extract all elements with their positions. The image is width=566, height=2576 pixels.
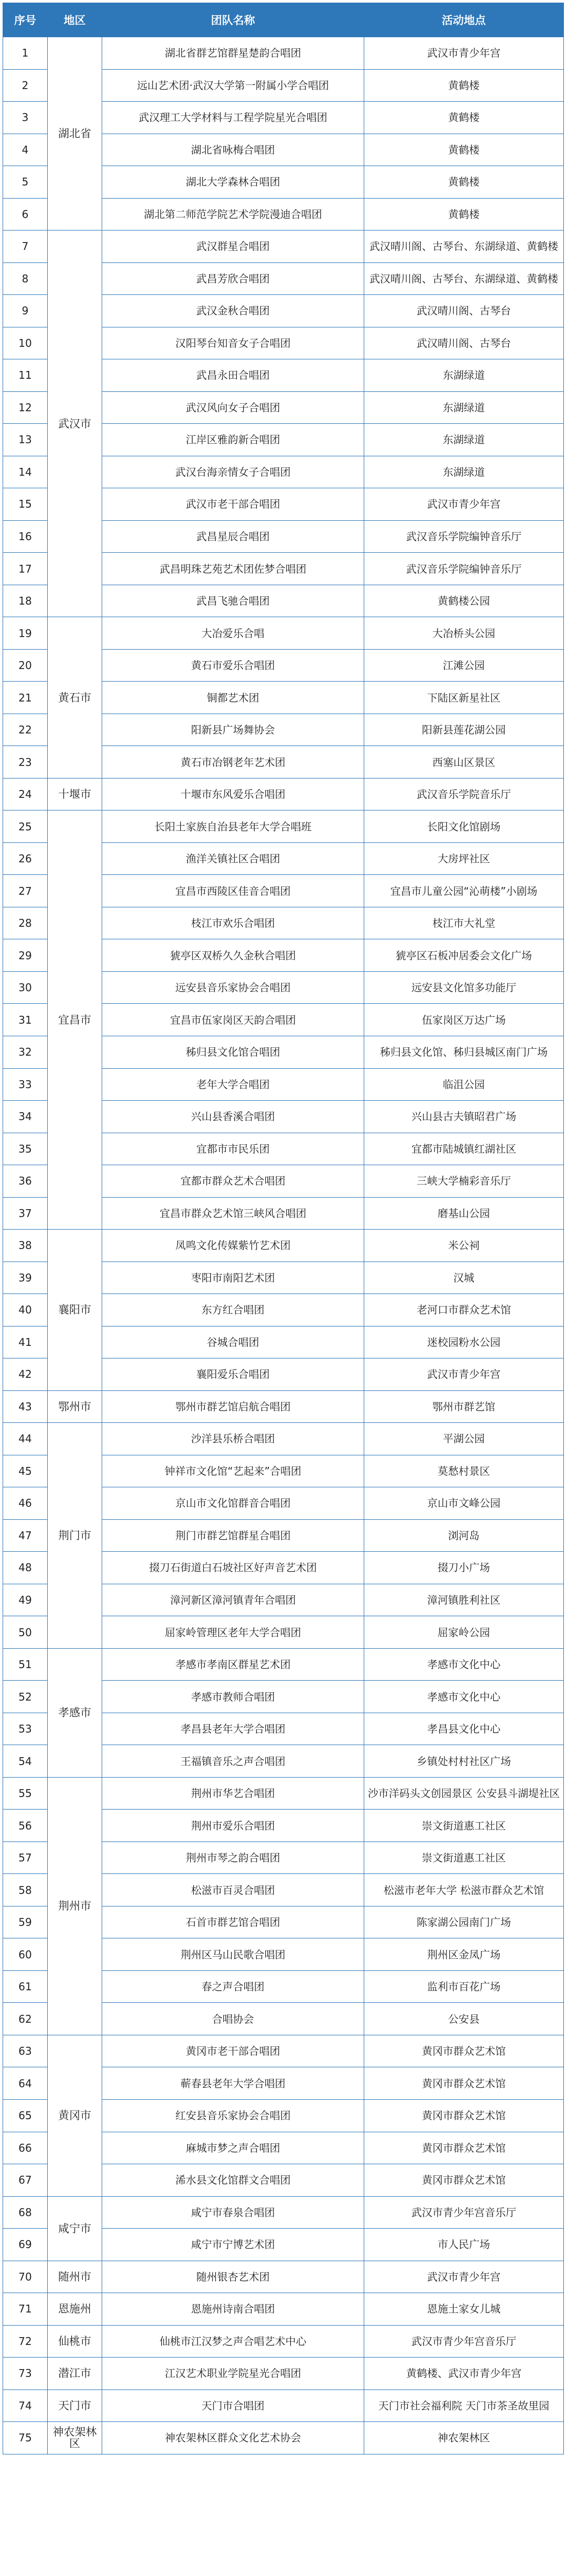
venue-cell: 磨基山公园 [364,1197,564,1230]
row-index: 3 [3,102,48,134]
row-index: 29 [3,939,48,972]
venue-cell: 黄鹤楼 [364,166,564,199]
venue-cell: 公安县 [364,2003,564,2035]
row-index: 20 [3,649,48,682]
team-name-cell: 荆州市爱乐合唱团 [102,1810,364,1842]
row-index: 75 [3,2422,48,2454]
row-index: 57 [3,1841,48,1874]
table-row [3,1777,564,1810]
team-name-cell: 合唱协会 [102,2003,364,2035]
row-index: 44 [3,1423,48,1455]
team-name-cell: 红安县音乐家协会合唱团 [102,2100,364,2132]
team-name-cell: 武汉市老干部合唱团 [102,488,364,521]
row-index: 70 [3,2261,48,2293]
venue-cell: 松滋市老年大学 松滋市群众艺术馆 [364,1874,564,1906]
venue-cell: 黄冈市群众艺术馆 [364,2164,564,2197]
row-index: 8 [3,262,48,295]
row-index: 35 [3,1133,48,1165]
region-cell: 孝感市 [48,1648,102,1777]
row-index: 53 [3,1713,48,1745]
team-name-cell: 江汉艺术职业学院星光合唱团 [102,2358,364,2390]
venue-cell: 武汉市青少年宫 [364,488,564,521]
venue-cell: 武汉市青少年宫音乐厅 [364,2325,564,2358]
venue-cell: 京山市文峰公园 [364,1487,564,1520]
row-index: 18 [3,585,48,617]
venue-cell: 大房坪社区 [364,842,564,875]
region-cell: 黄冈市 [48,2035,102,2196]
team-name-cell: 武昌明珠艺苑艺术团佐梦合唱团 [102,553,364,585]
row-index: 39 [3,1262,48,1294]
row-index: 14 [3,456,48,488]
team-name-cell: 掇刀石街道白石坡社区好声音艺术团 [102,1552,364,1584]
venue-cell: 黄鹤楼公园 [364,585,564,617]
venue-cell: 宜都市陆城镇红湖社区 [364,1133,564,1165]
team-name-cell: 漳河新区漳河镇青年合唱团 [102,1584,364,1616]
team-name-cell: 黄石市冶钢老年艺术团 [102,746,364,779]
team-name-cell: 远安县音乐家协会合唱团 [102,971,364,1004]
team-name-cell: 宜昌市西陵区佳音合唱团 [102,875,364,907]
venue-cell: 市人民广场 [364,2229,564,2261]
row-index: 47 [3,1519,48,1552]
row-index: 16 [3,520,48,553]
row-index: 9 [3,295,48,327]
team-name-cell: 石首市群艺馆合唱团 [102,1906,364,1938]
row-index: 55 [3,1777,48,1810]
venue-cell: 武汉晴川阁、古琴台、东湖绿道、黄鹤楼 [364,262,564,295]
venue-cell: 老河口市群众艺术馆 [364,1294,564,1327]
row-index: 32 [3,1036,48,1068]
team-name-cell: 黄冈市老干部合唱团 [102,2035,364,2067]
venue-cell: 荆州区金凤广场 [364,1938,564,1971]
venue-cell: 秭归县文化馆、秭归县城区南门广场 [364,1036,564,1068]
venue-cell: 屈家岭公园 [364,1616,564,1649]
venue-cell: 武汉市青少年宫 [364,1358,564,1391]
region-cell: 湖北省 [48,37,102,231]
row-index: 51 [3,1648,48,1681]
table-row [3,2389,564,2422]
venue-cell: 恩施土家女儿城 [364,2293,564,2326]
region-cell: 神农架林区 [48,2422,102,2454]
team-name-cell: 远山艺术团·武汉大学第一附属小学合唱团 [102,69,364,102]
team-name-cell: 十堰市东风爱乐合唱团 [102,778,364,810]
row-index: 28 [3,907,48,939]
venue-cell: 米公祠 [364,1230,564,1262]
row-index: 37 [3,1197,48,1230]
team-name-cell: 屈家岭管理区老年大学合唱团 [102,1616,364,1649]
table-row [3,2358,564,2390]
row-index: 60 [3,1938,48,1971]
region-cell: 荆州市 [48,1777,102,2035]
team-name-cell: 东方红合唱团 [102,1294,364,1327]
row-index: 6 [3,198,48,231]
row-index: 40 [3,1294,48,1327]
row-index: 48 [3,1552,48,1584]
team-name-cell: 咸宁市宁博艺术团 [102,2229,364,2261]
row-index: 67 [3,2164,48,2197]
team-name-cell: 神农架林区群众文化艺术协会 [102,2422,364,2454]
venue-cell: 武汉市青少年宫音乐厅 [364,2196,564,2229]
row-index: 30 [3,971,48,1004]
team-name-cell: 武汉台海亲情女子合唱团 [102,456,364,488]
venue-cell: 枝江市大礼堂 [364,907,564,939]
row-index: 46 [3,1487,48,1520]
venue-cell: 黄鹤楼 [364,69,564,102]
row-index: 65 [3,2100,48,2132]
team-name-cell: 宜昌市群众艺术馆三峡风合唱团 [102,1197,364,1230]
venue-cell: 崇文街道惠工社区 [364,1810,564,1842]
row-index: 4 [3,134,48,166]
venue-cell: 黄冈市群众艺术馆 [364,2132,564,2164]
table-row [3,231,564,263]
region-cell: 天门市 [48,2389,102,2422]
row-index: 7 [3,231,48,263]
venue-cell: 崇文街道惠工社区 [364,1841,564,1874]
region-cell: 宜昌市 [48,810,102,1230]
venue-cell: 黄鹤楼 [364,198,564,231]
team-name-cell: 咸宁市春泉合唱团 [102,2196,364,2229]
region-cell: 恩施州 [48,2293,102,2326]
row-index: 61 [3,1970,48,2003]
venue-cell: 天门市社会福利院 天门市茶圣故里园 [364,2389,564,2422]
row-index: 68 [3,2196,48,2229]
header-region: 地区 [48,3,102,37]
team-name-cell: 松滋市百灵合唱团 [102,1874,364,1906]
row-index: 10 [3,327,48,359]
team-name-cell: 孝感市教师合唱团 [102,1681,364,1713]
team-name-cell: 铜都艺术团 [102,682,364,714]
team-name-cell: 武昌星辰合唱团 [102,520,364,553]
table-row [3,1230,564,1262]
team-name-cell: 仙桃市江汉梦之声合唱艺术中心 [102,2325,364,2358]
row-index: 45 [3,1455,48,1487]
row-index: 2 [3,69,48,102]
team-name-cell: 春之声合唱团 [102,1970,364,2003]
team-name-cell: 枝江市欢乐合唱团 [102,907,364,939]
team-name-cell: 兴山县香溪合唱团 [102,1101,364,1133]
table-row [3,2196,564,2229]
row-index: 72 [3,2325,48,2358]
team-name-cell: 宜都市市民乐团 [102,1133,364,1165]
table-header-row [3,3,564,37]
venue-cell: 宜昌市儿童公园“沁萌楼”小剧场 [364,875,564,907]
row-index: 31 [3,1004,48,1036]
venue-cell: 东湖绿道 [364,424,564,456]
venue-cell: 武汉市青少年宫 [364,37,564,70]
team-name-cell: 猇亭区双桥久久金秋合唱团 [102,939,364,972]
row-index: 1 [3,37,48,70]
row-index: 17 [3,553,48,585]
team-name-cell: 谷城合唱团 [102,1326,364,1358]
venue-cell: 下陆区新星社区 [364,682,564,714]
venue-cell: 武汉音乐学院编钟音乐厅 [364,553,564,585]
venue-cell: 远安县文化馆多功能厅 [364,971,564,1004]
row-index: 38 [3,1230,48,1262]
row-index: 49 [3,1584,48,1616]
venue-cell: 迷校园粉水公园 [364,1326,564,1358]
team-name-cell: 天门市合唱团 [102,2389,364,2422]
row-index: 54 [3,1745,48,1778]
header-team-name: 团队名称 [102,3,364,37]
venue-cell: 鄂州市群艺馆 [364,1390,564,1423]
venue-cell: 兴山县古夫镇昭君广场 [364,1101,564,1133]
row-index: 50 [3,1616,48,1649]
venue-cell: 武汉市青少年宫 [364,2261,564,2293]
row-index: 66 [3,2132,48,2164]
table-row [3,810,564,843]
venue-cell: 漳河镇胜利社区 [364,1584,564,1616]
table-row [3,1390,564,1423]
venue-cell: 孝感市文化中心 [364,1681,564,1713]
table-row [3,2261,564,2293]
row-index: 74 [3,2389,48,2422]
venue-cell: 平湖公园 [364,1423,564,1455]
team-name-cell: 宜都市群众艺术合唱团 [102,1165,364,1198]
row-index: 71 [3,2293,48,2326]
venue-cell: 神农架林区 [364,2422,564,2454]
row-index: 41 [3,1326,48,1358]
row-index: 63 [3,2035,48,2067]
venue-cell: 猇亭区石板冲居委会文化广场 [364,939,564,972]
team-name-cell: 武汉群星合唱团 [102,231,364,263]
venue-cell: 汉城 [364,1262,564,1294]
venue-cell: 东湖绿道 [364,456,564,488]
team-name-cell: 荆门市群艺馆群星合唱团 [102,1519,364,1552]
team-name-cell: 长阳土家族自治县老年大学合唱班 [102,810,364,843]
team-name-cell: 湖北第二师范学院艺术学院漫迪合唱团 [102,198,364,231]
region-cell: 荆门市 [48,1423,102,1649]
table-row [3,1423,564,1455]
table-row [3,2325,564,2358]
venue-cell: 武汉音乐学院编钟音乐厅 [364,520,564,553]
region-cell: 黄石市 [48,617,102,779]
venue-cell: 孝感市文化中心 [364,1648,564,1681]
region-cell: 武汉市 [48,231,102,617]
team-name-cell: 武汉金秋合唱团 [102,295,364,327]
row-index: 23 [3,746,48,779]
venue-cell: 江滩公园 [364,649,564,682]
team-name-cell: 武昌永田合唱团 [102,359,364,392]
venue-cell: 西塞山区景区 [364,746,564,779]
row-index: 12 [3,391,48,424]
venue-cell: 武汉晴川阁、古琴台 [364,295,564,327]
venue-cell: 掇刀小广场 [364,1552,564,1584]
venue-cell: 伍家岗区万达广场 [364,1004,564,1036]
team-name-cell: 武昌芳欣合唱团 [102,262,364,295]
team-name-cell: 湖北省群艺馆群星楚韵合唱团 [102,37,364,70]
venue-cell: 乡镇处村村社区广场 [364,1745,564,1778]
region-cell: 随州市 [48,2261,102,2293]
table-body [3,37,564,2454]
venue-cell: 三峡大学楠彩音乐厅 [364,1165,564,1198]
row-index: 13 [3,424,48,456]
team-name-cell: 渔洋关镇社区合唱团 [102,842,364,875]
row-index: 73 [3,2358,48,2390]
team-name-cell: 沙洋县乐桥合唱团 [102,1423,364,1455]
row-index: 62 [3,2003,48,2035]
team-name-cell: 孝昌县老年大学合唱团 [102,1713,364,1745]
team-name-cell: 荆州市华艺合唱团 [102,1777,364,1810]
row-index: 59 [3,1906,48,1938]
row-index: 24 [3,778,48,810]
team-name-cell: 武汉风向女子合唱团 [102,391,364,424]
table-row [3,2293,564,2326]
row-index: 5 [3,166,48,199]
row-index: 69 [3,2229,48,2261]
venue-cell: 莫愁村景区 [364,1455,564,1487]
table-row [3,1648,564,1681]
team-name-cell: 江岸区雅韵新合唱团 [102,424,364,456]
team-name-cell: 荆州区马山民歌合唱团 [102,1938,364,1971]
team-name-cell: 武汉理工大学材料与工程学院星光合唱团 [102,102,364,134]
row-index: 15 [3,488,48,521]
row-index: 27 [3,875,48,907]
region-cell: 襄阳市 [48,1230,102,1391]
team-name-cell: 随州银杏艺术团 [102,2261,364,2293]
venue-cell: 黄鹤楼、武汉市青少年宫 [364,2358,564,2390]
venue-cell: 沙市洋码头文创园景区 公安县斗湖堤社区 [364,1777,564,1810]
venue-cell: 大冶桥头公园 [364,617,564,650]
team-name-cell: 鄂州市群艺馆启航合唱团 [102,1390,364,1423]
row-index: 36 [3,1165,48,1198]
venue-cell: 监利市百花广场 [364,1970,564,2003]
row-index: 21 [3,682,48,714]
team-name-cell: 襄阳爱乐合唱团 [102,1358,364,1391]
region-cell: 咸宁市 [48,2196,102,2261]
team-name-cell: 蕲春县老年大学合唱团 [102,2067,364,2100]
team-name-cell: 浠水县文化馆群文合唱团 [102,2164,364,2197]
venue-cell: 黄鹤楼 [364,102,564,134]
team-name-cell: 大冶爱乐合唱 [102,617,364,650]
team-name-cell: 老年大学合唱团 [102,1068,364,1101]
table-row [3,617,564,650]
team-name-cell: 京山市文化馆群音合唱团 [102,1487,364,1520]
team-name-cell: 宜昌市伍家岗区天韵合唱团 [102,1004,364,1036]
row-index: 43 [3,1390,48,1423]
team-name-cell: 王福镇音乐之声合唱团 [102,1745,364,1778]
venue-cell: 东湖绿道 [364,359,564,392]
region-cell: 鄂州市 [48,1390,102,1423]
header-index: 序号 [3,3,48,37]
team-name-cell: 黄石市爱乐合唱团 [102,649,364,682]
team-name-cell: 孝感市孝南区群星艺术团 [102,1648,364,1681]
row-index: 42 [3,1358,48,1391]
table-row [3,778,564,810]
row-index: 56 [3,1810,48,1842]
team-name-cell: 凤鸣文化传媒紫竹艺术团 [102,1230,364,1262]
venue-cell: 长阳文化馆剧场 [364,810,564,843]
venue-cell: 东湖绿道 [364,391,564,424]
venue-cell: 黄冈市群众艺术馆 [364,2100,564,2132]
region-cell: 潜江市 [48,2358,102,2390]
table-row [3,2035,564,2067]
row-index: 19 [3,617,48,650]
row-index: 22 [3,714,48,746]
region-cell: 仙桃市 [48,2325,102,2358]
venue-cell: 陈家湖公园南门广场 [364,1906,564,1938]
row-index: 26 [3,842,48,875]
chorus-team-table [3,3,564,2454]
row-index: 34 [3,1101,48,1133]
team-name-cell: 汉阳琴台知音女子合唱团 [102,327,364,359]
team-name-cell: 钟祥市文化馆“艺起来”合唱团 [102,1455,364,1487]
team-name-cell: 荆州市琴之韵合唱团 [102,1841,364,1874]
team-name-cell: 湖北省咏梅合唱团 [102,134,364,166]
venue-cell: 阳新县莲花湖公园 [364,714,564,746]
venue-cell: 黄鹤楼 [364,134,564,166]
row-index: 64 [3,2067,48,2100]
row-index: 25 [3,810,48,843]
row-index: 33 [3,1068,48,1101]
row-index: 58 [3,1874,48,1906]
region-cell: 十堰市 [48,778,102,810]
venue-cell: 武汉音乐学院音乐厅 [364,778,564,810]
venue-cell: 浏河岛 [364,1519,564,1552]
table-row [3,37,564,70]
team-name-cell: 武昌飞驰合唱团 [102,585,364,617]
team-name-cell: 麻城市梦之声合唱团 [102,2132,364,2164]
team-name-cell: 恩施州诗南合唱团 [102,2293,364,2326]
venue-cell: 黄冈市群众艺术馆 [364,2035,564,2067]
header-venue: 活动地点 [364,3,564,37]
venue-cell: 黄冈市群众艺术馆 [364,2067,564,2100]
team-name-cell: 湖北大学森林合唱团 [102,166,364,199]
team-name-cell: 枣阳市南阳艺术团 [102,1262,364,1294]
table-row [3,2422,564,2454]
row-index: 52 [3,1681,48,1713]
team-name-cell: 秭归县文化馆合唱团 [102,1036,364,1068]
venue-cell: 武汉晴川阁、古琴台 [364,327,564,359]
team-name-cell: 阳新县广场舞协会 [102,714,364,746]
row-index: 11 [3,359,48,392]
venue-cell: 武汉晴川阁、古琴台、东湖绿道、黄鹤楼 [364,231,564,263]
venue-cell: 孝昌县文化中心 [364,1713,564,1745]
venue-cell: 临沮公园 [364,1068,564,1101]
